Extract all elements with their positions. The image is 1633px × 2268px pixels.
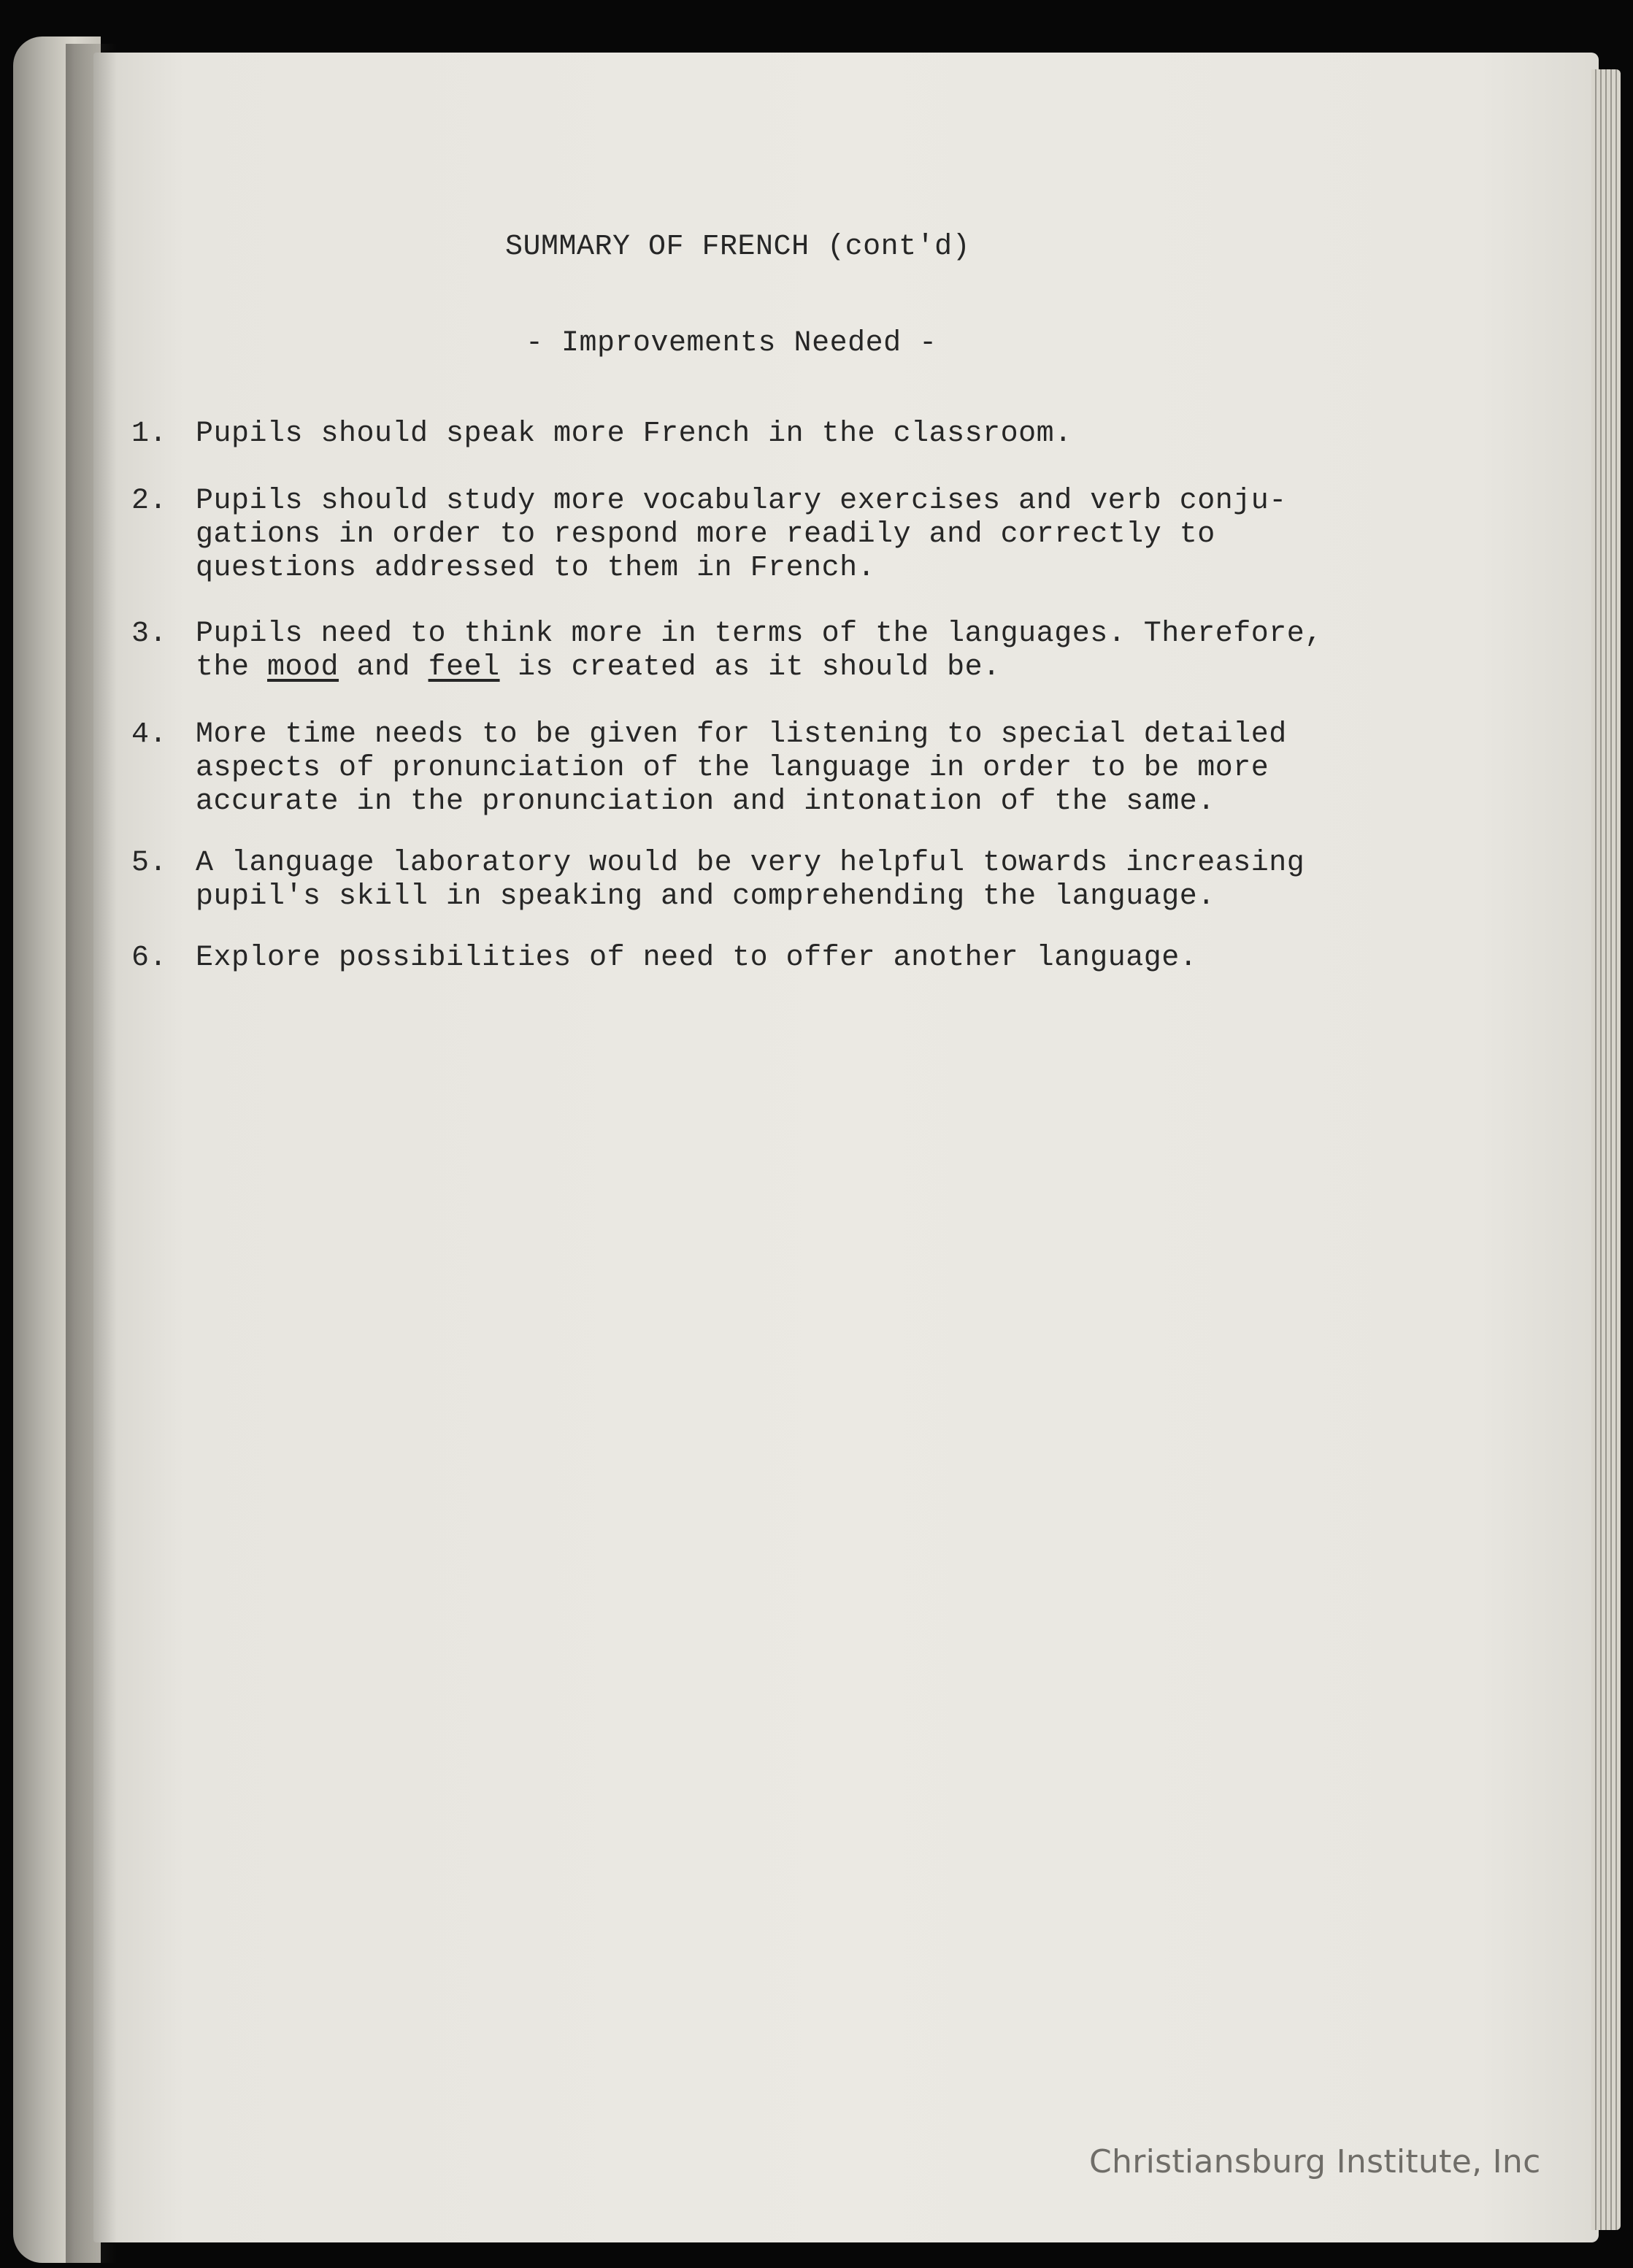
item-line: Pupils need to think more in terms of the languages. Therefore, bbox=[196, 618, 1323, 650]
item-text: A language laboratory would be very helpful towards increasing pupil's skill in speaking and comprehending the language. bbox=[196, 847, 1305, 913]
list-item bbox=[131, 618, 1489, 685]
gutter-shadow bbox=[66, 44, 117, 2263]
section-heading: - Improvements Needed - bbox=[526, 327, 937, 360]
item-number: 4. bbox=[131, 718, 168, 751]
item-number: 2. bbox=[131, 485, 168, 518]
item-text: Pupils should study more vocabulary exercises and verb conju- gations in order to respond more readily and correctly to questions addressed to them in French. bbox=[196, 485, 1287, 585]
item-text bbox=[196, 618, 1489, 685]
item-text: Explore possibilities of need to offer another language. bbox=[196, 942, 1198, 975]
item-line-end: is created as it should be. bbox=[499, 651, 1001, 684]
page-stack-edges bbox=[1591, 69, 1621, 2230]
item-number: 5. bbox=[131, 847, 168, 880]
list-item bbox=[131, 847, 1489, 914]
item-number: 6. bbox=[131, 942, 168, 975]
list-item bbox=[131, 718, 1489, 819]
underlined-word-mood: mood bbox=[267, 651, 339, 684]
item-number: 1. bbox=[131, 418, 168, 450]
item-line-start: the bbox=[196, 651, 268, 684]
list-item bbox=[131, 942, 1489, 975]
list-item bbox=[131, 418, 1489, 451]
list-item bbox=[131, 485, 1489, 585]
page-title: SUMMARY OF FRENCH (cont'd) bbox=[505, 231, 971, 264]
document-page bbox=[93, 53, 1599, 2242]
item-number: 3. bbox=[131, 618, 168, 650]
item-line-middle: and bbox=[339, 651, 429, 684]
underlined-word-feel: feel bbox=[428, 651, 500, 684]
watermark: Christiansburg Institute, Inc bbox=[1089, 2143, 1541, 2180]
item-text: More time needs to be given for listening to special detailed aspects of pronunciation of the language in order to be more accurate in the pronunciation and intonation of the same. bbox=[196, 718, 1287, 818]
item-text: Pupils should speak more French in the classroom. bbox=[196, 418, 1072, 450]
